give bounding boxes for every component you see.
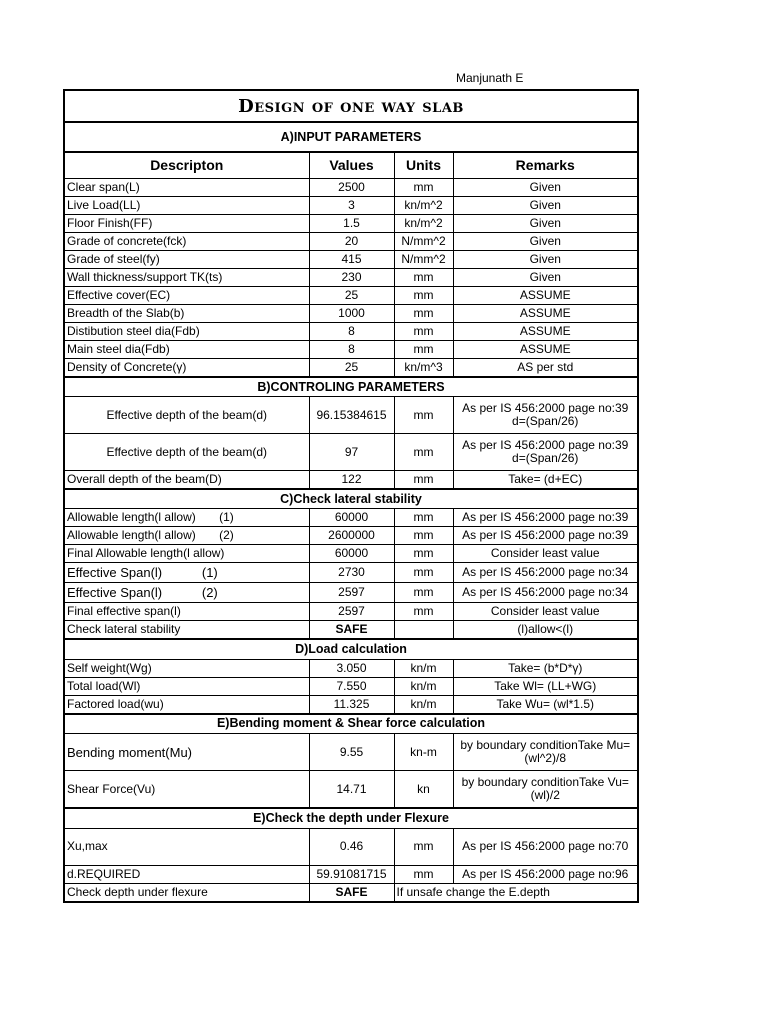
cell-unit: mm bbox=[394, 341, 453, 359]
cell-desc: Check depth under flexure bbox=[64, 883, 309, 902]
cell-remark: ASSUME bbox=[453, 341, 638, 359]
table-row bbox=[64, 287, 638, 305]
cell-desc: Allowable length(l allow) (1) bbox=[64, 509, 309, 527]
cell-value: 96.15384615 bbox=[309, 397, 394, 434]
cell-remark: ASSUME bbox=[453, 323, 638, 341]
cell-desc: Floor Finish(FF) bbox=[64, 215, 309, 233]
cell-value: 7.550 bbox=[309, 677, 394, 695]
cell-desc: Density of Concrete(γ) bbox=[64, 359, 309, 378]
cell-desc: Breadth of the Slab(b) bbox=[64, 305, 309, 323]
sheet-title: Design of one way slab bbox=[64, 90, 638, 122]
cell-remark: Given bbox=[453, 179, 638, 197]
cell-value: 59.91081715 bbox=[309, 865, 394, 883]
cell-value: 2600000 bbox=[309, 527, 394, 545]
cell-unit: mm bbox=[394, 603, 453, 621]
cell-value: 2500 bbox=[309, 179, 394, 197]
cell-desc: Effective cover(EC) bbox=[64, 287, 309, 305]
section-lateral-stability: C)Check lateral stability bbox=[64, 489, 638, 509]
cell-unit: mm bbox=[394, 397, 453, 434]
cell-unit: mm bbox=[394, 287, 453, 305]
cell-remark: As per IS 456:2000 page no:34 bbox=[453, 563, 638, 583]
cell-remark: As per IS 456:2000 page no:39 d=(Span/26) bbox=[453, 397, 638, 434]
cell-remark: As per IS 456:2000 page no:34 bbox=[453, 583, 638, 603]
author-name: Manjunath E bbox=[456, 71, 524, 85]
table-row bbox=[64, 828, 638, 865]
table-row bbox=[64, 695, 638, 714]
cell-desc: Final effective span(l) bbox=[64, 603, 309, 621]
cell-desc: Main steel dia(Fdb) bbox=[64, 341, 309, 359]
cell-remark: Take Wl= (LL+WG) bbox=[453, 677, 638, 695]
table-row bbox=[64, 434, 638, 471]
status-badge: SAFE bbox=[309, 883, 394, 902]
table-row bbox=[64, 883, 638, 902]
cell-unit: mm bbox=[394, 269, 453, 287]
cell-remark: As per IS 456:2000 page no:39 bbox=[453, 509, 638, 527]
table-row bbox=[64, 621, 638, 640]
cell-unit: N/mm^2 bbox=[394, 251, 453, 269]
cell-unit: mm bbox=[394, 828, 453, 865]
table-row bbox=[64, 251, 638, 269]
cell-value: 8 bbox=[309, 323, 394, 341]
cell-unit: mm bbox=[394, 434, 453, 471]
cell-value: 60000 bbox=[309, 509, 394, 527]
cell-value: 60000 bbox=[309, 545, 394, 563]
cell-desc: Distibution steel dia(Fdb) bbox=[64, 323, 309, 341]
cell-value: 2597 bbox=[309, 603, 394, 621]
cell-value: 20 bbox=[309, 233, 394, 251]
cell-desc: Clear span(L) bbox=[64, 179, 309, 197]
cell-desc: Check lateral stability bbox=[64, 621, 309, 640]
cell-value: 1.5 bbox=[309, 215, 394, 233]
cell-unit: mm bbox=[394, 179, 453, 197]
cell-remark: As per IS 456:2000 page no:39 bbox=[453, 527, 638, 545]
cell-remark: Given bbox=[453, 269, 638, 287]
cell-remark: As per IS 456:2000 page no:96 bbox=[453, 865, 638, 883]
cell-unit: mm bbox=[394, 527, 453, 545]
table-row bbox=[64, 397, 638, 434]
section-load-calculation: D)Load calculation bbox=[64, 639, 638, 659]
cell-value: 415 bbox=[309, 251, 394, 269]
cell-remark: Consider least value bbox=[453, 603, 638, 621]
table-row bbox=[64, 323, 638, 341]
cell-unit: mm bbox=[394, 323, 453, 341]
cell-unit: kn/m^2 bbox=[394, 197, 453, 215]
table-row bbox=[64, 659, 638, 677]
cell-value: 11.325 bbox=[309, 695, 394, 714]
cell-remark: Given bbox=[453, 197, 638, 215]
table-row bbox=[64, 471, 638, 490]
cell-desc: Effective depth of the beam(d) bbox=[64, 434, 309, 471]
cell-desc: Wall thickness/support TK(ts) bbox=[64, 269, 309, 287]
cell-unit: kn/m^2 bbox=[394, 215, 453, 233]
cell-value: 1000 bbox=[309, 305, 394, 323]
table-row bbox=[64, 527, 638, 545]
table-row bbox=[64, 771, 638, 809]
cell-unit: kn/m bbox=[394, 659, 453, 677]
cell-desc: Grade of steel(fy) bbox=[64, 251, 309, 269]
section-controlling: B)CONTROLING PARAMETERS bbox=[64, 377, 638, 397]
cell-desc: Live Load(LL) bbox=[64, 197, 309, 215]
cell-value: 0.46 bbox=[309, 828, 394, 865]
cell-remark: Given bbox=[453, 233, 638, 251]
cell-value: 97 bbox=[309, 434, 394, 471]
cell-remark: (l)allow<(l) bbox=[453, 621, 638, 640]
cell-remark: Given bbox=[453, 251, 638, 269]
table-row bbox=[64, 677, 638, 695]
cell-remark: AS per std bbox=[453, 359, 638, 378]
header-values: Values bbox=[309, 152, 394, 179]
cell-desc: Bending moment(Mu) bbox=[64, 734, 309, 771]
cell-desc: Grade of concrete(fck) bbox=[64, 233, 309, 251]
cell-value: 230 bbox=[309, 269, 394, 287]
cell-desc: Effective depth of the beam(d) bbox=[64, 397, 309, 434]
cell-value: 9.55 bbox=[309, 734, 394, 771]
header-units: Units bbox=[394, 152, 453, 179]
cell-value: 122 bbox=[309, 471, 394, 490]
cell-desc: Final Allowable length(l allow) bbox=[64, 545, 309, 563]
table-row bbox=[64, 341, 638, 359]
cell-unit: N/mm^2 bbox=[394, 233, 453, 251]
table-row bbox=[64, 359, 638, 378]
cell-unit: kn bbox=[394, 771, 453, 809]
header-remarks: Remarks bbox=[453, 152, 638, 179]
table-row bbox=[64, 583, 638, 603]
cell-unit: mm bbox=[394, 583, 453, 603]
cell-value: 25 bbox=[309, 287, 394, 305]
table-row bbox=[64, 603, 638, 621]
cell-remark: ASSUME bbox=[453, 287, 638, 305]
cell-remark: Given bbox=[453, 215, 638, 233]
cell-desc: Shear Force(Vu) bbox=[64, 771, 309, 809]
cell-note: If unsafe change the E.depth bbox=[394, 883, 638, 902]
cell-value: 3 bbox=[309, 197, 394, 215]
cell-unit: mm bbox=[394, 563, 453, 583]
cell-value: 3.050 bbox=[309, 659, 394, 677]
cell-unit: mm bbox=[394, 305, 453, 323]
cell-desc: Xu,max bbox=[64, 828, 309, 865]
cell-desc: Allowable length(l allow) (2) bbox=[64, 527, 309, 545]
cell-desc: Overall depth of the beam(D) bbox=[64, 471, 309, 490]
cell-value: 2597 bbox=[309, 583, 394, 603]
cell-remark: Take Wu= (wl*1.5) bbox=[453, 695, 638, 714]
cell-desc: Effective Span(l) (2) bbox=[64, 583, 309, 603]
cell-remark: Take= (b*D*γ) bbox=[453, 659, 638, 677]
table-row bbox=[64, 233, 638, 251]
cell-remark: by boundary conditionTake Mu=(wl^2)/8 bbox=[453, 734, 638, 771]
status-badge: SAFE bbox=[309, 621, 394, 640]
cell-value: 25 bbox=[309, 359, 394, 378]
header-description: Descripton bbox=[64, 152, 309, 179]
cell-remark: As per IS 456:2000 page no:39 d=(Span/26) bbox=[453, 434, 638, 471]
table-row bbox=[64, 563, 638, 583]
section-bending-shear: E)Bending moment & Shear force calculation bbox=[64, 714, 638, 734]
section-flexure: E)Check the depth under Flexure bbox=[64, 808, 638, 828]
cell-value: 2730 bbox=[309, 563, 394, 583]
table-row bbox=[64, 197, 638, 215]
cell-remark: by boundary conditionTake Vu=(wl)/2 bbox=[453, 771, 638, 809]
cell-remark: As per IS 456:2000 page no:70 bbox=[453, 828, 638, 865]
table-row bbox=[64, 269, 638, 287]
cell-unit: kn/m bbox=[394, 695, 453, 714]
table-row bbox=[64, 215, 638, 233]
cell-unit bbox=[394, 621, 453, 640]
cell-unit: mm bbox=[394, 509, 453, 527]
cell-desc: d.REQUIRED bbox=[64, 865, 309, 883]
cell-value: 8 bbox=[309, 341, 394, 359]
cell-unit: mm bbox=[394, 471, 453, 490]
table-row bbox=[64, 305, 638, 323]
cell-unit: kn/m^3 bbox=[394, 359, 453, 378]
table-row bbox=[64, 734, 638, 771]
cell-value: 14.71 bbox=[309, 771, 394, 809]
table-row bbox=[64, 179, 638, 197]
cell-remark: ASSUME bbox=[453, 305, 638, 323]
cell-desc: Self weight(Wg) bbox=[64, 659, 309, 677]
cell-unit: mm bbox=[394, 865, 453, 883]
cell-desc: Total load(Wl) bbox=[64, 677, 309, 695]
cell-unit: mm bbox=[394, 545, 453, 563]
cell-unit: kn/m bbox=[394, 677, 453, 695]
cell-unit: kn-m bbox=[394, 734, 453, 771]
cell-desc: Effective Span(l) (1) bbox=[64, 563, 309, 583]
cell-remark: Consider least value bbox=[453, 545, 638, 563]
table-row bbox=[64, 545, 638, 563]
table-row bbox=[64, 509, 638, 527]
section-input: A)INPUT PARAMETERS bbox=[64, 122, 638, 152]
cell-desc: Factored load(wu) bbox=[64, 695, 309, 714]
cell-remark: Take= (d+EC) bbox=[453, 471, 638, 490]
slab-design-table bbox=[63, 89, 639, 903]
table-row bbox=[64, 865, 638, 883]
